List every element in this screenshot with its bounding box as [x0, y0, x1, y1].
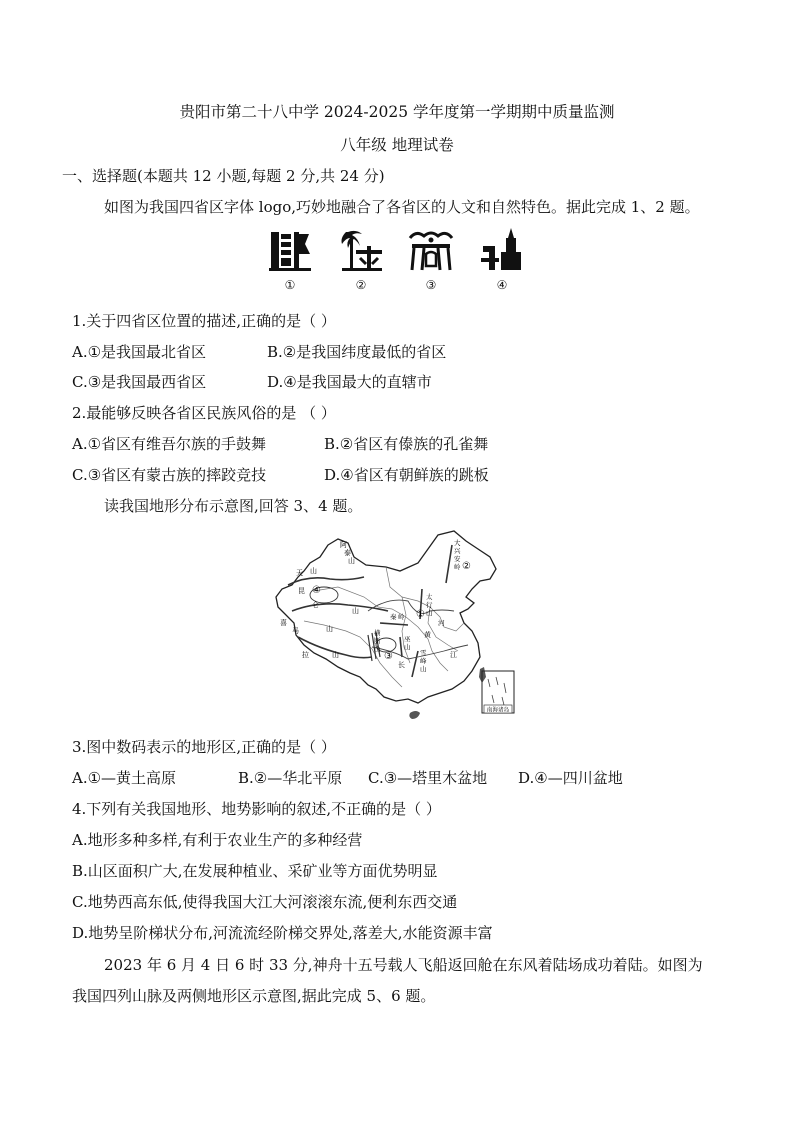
- hainan-island: [409, 711, 420, 719]
- dxal-label-3: 安: [454, 555, 461, 563]
- section-heading: 一、选择题(本题共 12 小题,每题 2 分,共 24 分): [62, 167, 385, 185]
- xuefeng-range: [412, 651, 418, 677]
- himalaya-shan-label-2: 山: [332, 651, 339, 659]
- logo-2-label: ②: [355, 278, 367, 292]
- intro-terrain-map: 读我国地形分布示意图,回答 3、4 题。: [104, 497, 363, 515]
- intro-logos: 如图为我国四省区字体 logo,巧妙地融合了各省区的人文和自然特色。据此完成 1、2 题。: [104, 198, 700, 216]
- dxal-label-1: 大: [454, 539, 461, 547]
- q1-option-b: B.②是我国纬度最低的省区: [267, 343, 447, 361]
- q4-option-b: B.山区面积广大,在发展种植业、采矿业等方面优势明显: [72, 862, 438, 880]
- altai-label-2: 泰: [344, 549, 351, 557]
- logo-2-palm-glyph-icon: [338, 228, 384, 272]
- logo-4-label: ④: [496, 278, 508, 292]
- q1-stem: 1.关于四省区位置的描述,正确的是（ ）: [72, 312, 336, 330]
- kunlun-label-1: 昆: [298, 587, 305, 595]
- qinling-label-2: 岭: [398, 613, 405, 621]
- q3-option-d: D.④—四川盆地: [518, 769, 623, 787]
- yellow-river: [368, 600, 454, 613]
- taihang-label-1: 太: [426, 593, 433, 601]
- q1-option-a: A.①是我国最北省区: [72, 343, 207, 361]
- province-logos-figure: [262, 228, 542, 300]
- china-terrain-map: [268, 527, 524, 727]
- q4-option-a: A.地形多种多样,有利于农业生产的多种经营: [72, 831, 363, 849]
- wushan-label-2: 山: [404, 643, 411, 651]
- himalaya-label-1: 喜: [280, 619, 287, 627]
- exam-subtitle: 八年级 地理试卷: [340, 136, 454, 154]
- taihang-label-3: 山: [426, 609, 433, 617]
- hengduan-label-1: 横: [374, 629, 381, 637]
- q3-option-a: A.①—黄土高原: [72, 769, 177, 787]
- wushan-range: [400, 637, 402, 657]
- tianshan-shan-label: 山: [310, 567, 317, 575]
- river-he-label: 河: [438, 619, 445, 627]
- daxinganling-range: [446, 545, 452, 583]
- intro-mountains-line2: 我国四列山脉及两侧地形区示意图,据此完成 5、6 题。: [72, 987, 436, 1005]
- dxal-label-2: 兴: [454, 547, 461, 555]
- taihang-label-2: 行: [426, 601, 433, 609]
- q4-option-d: D.地势呈阶梯状分布,河流流经阶梯交界处,落差大,水能资源丰富: [72, 924, 493, 942]
- logo-3-label: ③: [425, 278, 437, 292]
- altai-label-3: 山: [348, 557, 355, 565]
- tianshan-label: 天: [296, 569, 303, 577]
- himalaya-label-2: 马: [292, 627, 299, 635]
- logo-1-label: ①: [284, 278, 296, 292]
- jiang-label: 江: [450, 651, 457, 659]
- region-num-4: ④: [312, 585, 321, 596]
- q2-option-c: C.③省区有蒙古族的摔跤竞技: [72, 466, 267, 484]
- south-sea-label: 南海诸岛: [486, 707, 510, 714]
- q1-option-d: D.④是我国最大的直辖市: [267, 373, 432, 391]
- xuefeng-label-3: 山: [420, 665, 427, 673]
- qinling-label-1: 秦: [390, 613, 397, 621]
- q2-option-a: A.①省区有维吾尔族的手鼓舞: [72, 435, 267, 453]
- q4-stem: 4.下列有关我国地形、地势影响的叙述,不正确的是（ ）: [72, 800, 441, 818]
- region-num-3: ③: [384, 651, 393, 662]
- intro-mountains-line1: 2023 年 6 月 4 日 6 时 33 分,神舟十五号载人飞船返回舱在东风着陆场成功着陆。如图为: [104, 956, 703, 974]
- logo-1: [262, 228, 318, 300]
- q2-option-d: D.④省区有朝鲜族的跳板: [324, 466, 489, 484]
- wushan-label-1: 巫: [404, 635, 411, 643]
- q4-option-c: C.地势西高东低,使得我国大江大河滚滚东流,便利东西交通: [72, 893, 458, 911]
- hengduan-label-2: 断: [374, 637, 381, 645]
- huanghe-label: 黄: [424, 631, 431, 639]
- logo-1-glyph-icon: [267, 228, 313, 272]
- dxal-label-4: 岭: [454, 563, 461, 571]
- xuefeng-label-1: 雪: [420, 649, 427, 657]
- logo-4-tower-glyph-icon: [479, 228, 525, 272]
- altai-label-1: 阿: [340, 541, 347, 549]
- changjiang-label: 长: [398, 661, 405, 669]
- q2-option-b: B.②省区有傣族的孔雀舞: [324, 435, 489, 453]
- q3-option-b: B.②—华北平原: [238, 769, 343, 787]
- china-outline: [276, 531, 496, 703]
- logo-3: [403, 228, 459, 300]
- q3-option-c: C.③—塔里木盆地: [368, 769, 488, 787]
- xuefeng-label-2: 峰: [420, 657, 427, 665]
- himalaya-shan-label: 山: [326, 625, 333, 633]
- region-num-2: ②: [462, 561, 471, 572]
- region-num-1: ①: [416, 609, 425, 620]
- logo-2: [333, 228, 389, 300]
- q3-stem: 3.图中数码表示的地形区,正确的是（ ）: [72, 738, 336, 756]
- q1-option-c: C.③是我国最西省区: [72, 373, 207, 391]
- tianshan-range: [288, 577, 364, 585]
- logo-3-glyph-icon: [406, 228, 456, 272]
- china-map-svg: [268, 527, 524, 727]
- kunlun-label-3: 山: [352, 607, 359, 615]
- himalaya-label-3: 拉: [302, 651, 309, 659]
- q2-stem: 2.最能够反映各省区民族风俗的是 （ ）: [72, 404, 336, 422]
- exam-title: 贵阳市第二十八中学 2024-2025 学年度第一学期期中质量监测: [179, 103, 615, 121]
- hengduan-label-3: 山: [374, 645, 381, 653]
- logo-4: [474, 228, 530, 300]
- kunlun-label-2: 仑: [312, 601, 319, 609]
